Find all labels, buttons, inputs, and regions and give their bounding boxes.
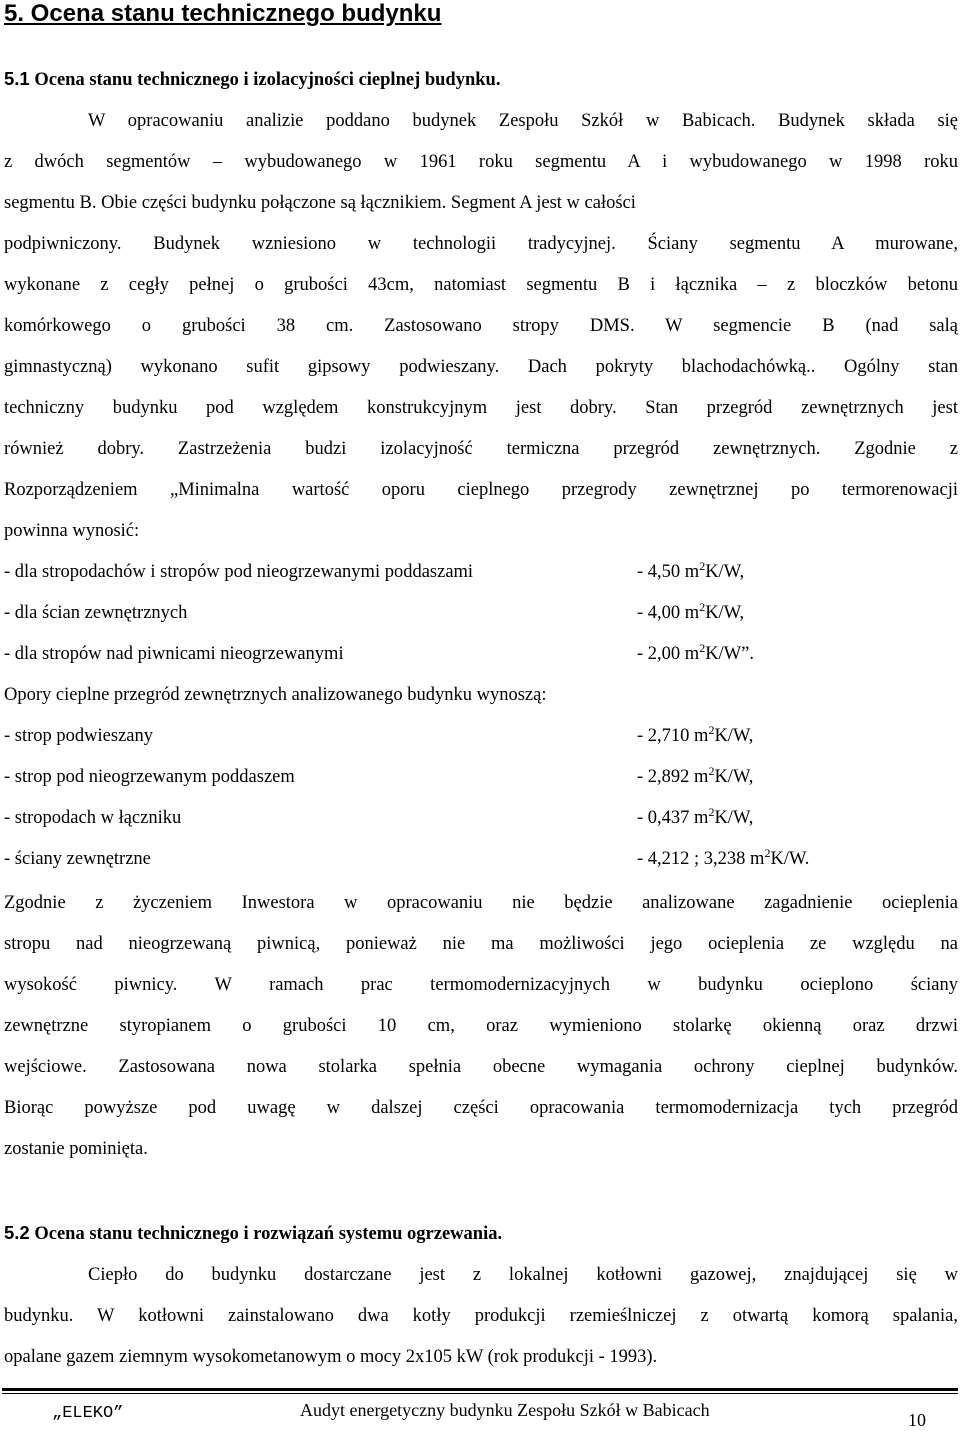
resistance-value: - 4,212 ; 3,238 $m^2K/W$. xyxy=(637,846,810,869)
paragraph-line: Ciepło do budynku dostarczane jest z lokalnej kotłowni gazowej, znajdującej się w xyxy=(88,1265,958,1285)
requirement-label: - dla stropodachów i stropów pod nieogrzewanymi poddaszami xyxy=(4,562,474,582)
paragraph-line: opalane gazem ziemnym wysokometanowym o mocy 2x105 kW (rok produkcji - 1993). xyxy=(4,1347,658,1367)
paragraph-line: wykonane z cegły pełnej o grubości 43cm, natomiast segmentu B i łącznika – z bloczków betonu xyxy=(4,275,958,295)
paragraph-line: Biorąc powyższe pod uwagę w dalszej części opracowania termomodernizacja tych przegród xyxy=(4,1098,958,1118)
paragraph-line: powinna wynosić: xyxy=(4,521,140,541)
paragraph-line: techniczny budynku pod względem konstrukcyjnym jest dobry. Stan przegród zewnętrznych jest xyxy=(4,398,958,418)
footer-divider-thin xyxy=(2,1393,958,1394)
section-number: 5.2 xyxy=(4,1222,30,1243)
paragraph-line: Rozporządzeniem „Minimalna wartość oporu cieplnego przegrody zewnętrznej po termorenowacji xyxy=(4,480,958,500)
requirement-value: - 4,00 $m^2K/W$, xyxy=(637,600,745,623)
section-5-1-title xyxy=(4,66,958,93)
paragraph-line: segmentu B. Obie części budynku połączone są łącznikiem. Segment A jest w całości xyxy=(4,193,636,213)
paragraph-line: budynku. W kotłowni zainstalowano dwa kotły produkcji rzemieślniczej z otwartą komorą spalania, xyxy=(4,1306,958,1326)
resistance-label: - strop podwieszany xyxy=(4,726,153,746)
paragraph-line: podpiwniczony. Budynek wzniesiono w technologii tradycyjnej. Ściany segmentu A murowane, xyxy=(4,234,958,254)
requirement-value: - 2,00 $m^2K/W$”. xyxy=(637,641,754,664)
resistance-label: - strop pod nieogrzewanym poddaszem xyxy=(4,767,295,787)
paragraph-line: wejściowe. Zastosowana nowa stolarka spełnia obecne wymagania ochrony cieplnej budynków. xyxy=(4,1057,958,1077)
paragraph-line: zostanie pominięta. xyxy=(4,1139,148,1159)
section-5-2-title xyxy=(4,1220,958,1247)
paragraph-line: Zgodnie z życzeniem Inwestora w opracowaniu nie będzie analizowane zagadnienie ocieplenia xyxy=(4,893,958,913)
paragraph-line: gimnastyczną) wykonano sufit gipsowy podwieszany. Dach pokryty blachodachówką.. Ogólny stan xyxy=(4,357,958,377)
footer-company: „ELEKO” xyxy=(52,1404,124,1423)
resistance-label: - stropodach w łączniku xyxy=(4,808,182,828)
resistances-intro: Opory cieplne przegród zewnętrznych analizowanego budynku wynoszą: xyxy=(4,685,547,705)
paragraph-line: również dobry. Zastrzeżenia budzi izolacyjność termiczna przegród zewnętrznych. Zgodnie z xyxy=(4,439,958,459)
paragraph-line: W opracowaniu analizie poddano budynek Zespołu Szkół w Babicach. Budynek składa się xyxy=(88,111,958,131)
page-number: 10 xyxy=(908,1410,926,1430)
footer-divider-thick xyxy=(2,1388,958,1391)
paragraph-line: zewnętrzne styropianem o grubości 10 cm, oraz wymieniono stolarkę okienną oraz drzwi xyxy=(4,1016,958,1036)
resistance-label: - ściany zewnętrzne xyxy=(4,849,151,869)
section-number: 5.1 xyxy=(4,68,30,89)
paragraph-line: stropu nad nieogrzewaną piwnicą, ponieważ nie ma możliwości jego ocieplenia ze względu na xyxy=(4,934,958,954)
section-title-text: Ocena stanu technicznego i rozwiązań systemu ogrzewania. xyxy=(34,1224,503,1244)
requirement-value: - 4,50 $m^2K/W$, xyxy=(637,559,745,582)
section-title-text: Ocena stanu technicznego i izolacyjności cieplnej budynku. xyxy=(34,70,501,90)
resistance-value: - 2,892 $m^2K/W$, xyxy=(637,764,754,787)
requirement-label: - dla stropów nad piwnicami nieogrzewanymi xyxy=(4,644,344,664)
requirement-label: - dla ścian zewnętrznych xyxy=(4,603,188,623)
footer-title: Audyt energetyczny budynku Zespołu Szkół w Babicach xyxy=(300,1400,710,1420)
paragraph-line: z dwóch segmentów – wybudowanego w 1961 roku segmentu A i wybudowanego w 1998 roku xyxy=(4,152,958,172)
resistance-value: - 2,710 $m^2K/W$, xyxy=(637,723,754,746)
resistance-value: - 0,437 $m^2K/W$, xyxy=(637,805,754,828)
paragraph-line: komórkowego o grubości 38 cm. Zastosowano stropy DMS. W segmencie B (nad salą xyxy=(4,316,958,336)
chapter-heading: 5. Ocena stanu technicznego budynku xyxy=(4,0,442,27)
paragraph-line: wysokość piwnicy. W ramach prac termomodernizacyjnych w budynku ocieplono ściany xyxy=(4,975,958,995)
